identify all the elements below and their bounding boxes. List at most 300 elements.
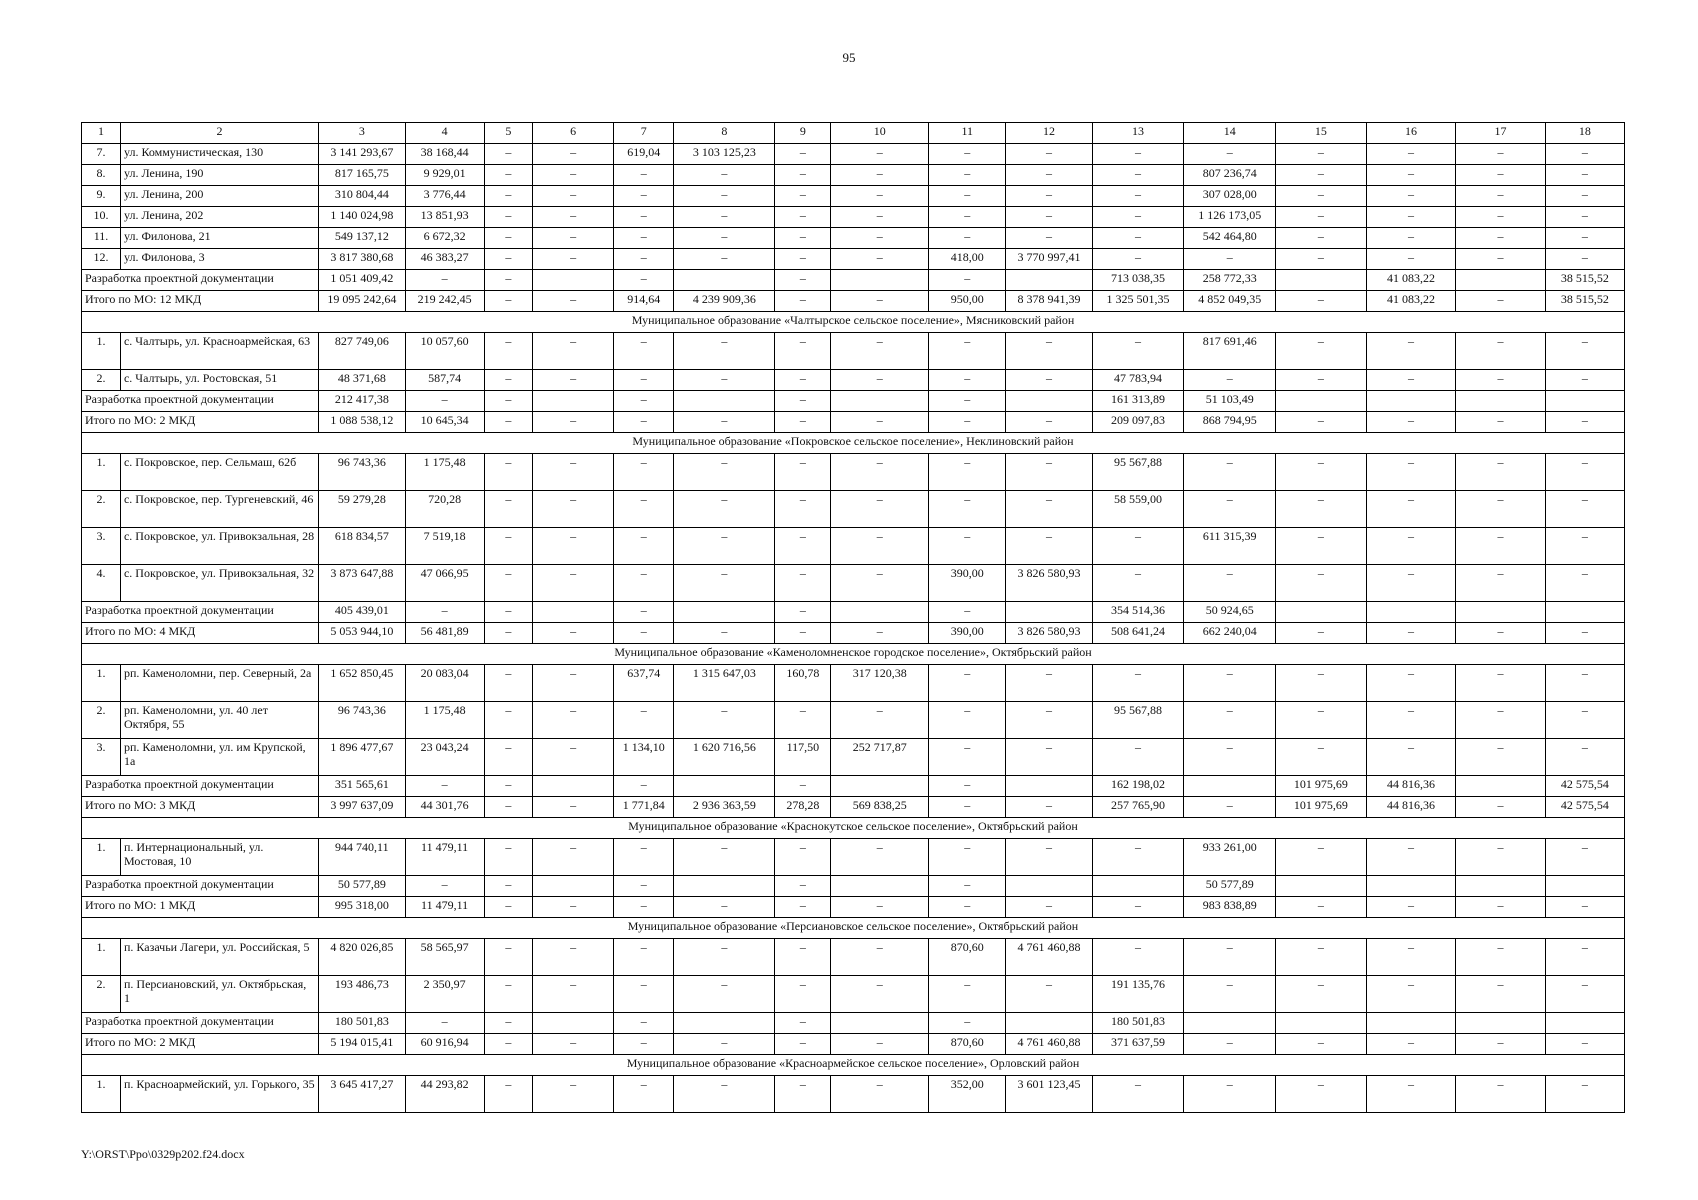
table-cell: –	[775, 391, 831, 412]
table-row	[82, 333, 1625, 370]
table-cell: –	[831, 454, 929, 491]
section-title: Муниципальное образование «Покровское сельское поселение», Неклиновский район	[82, 433, 1625, 454]
table-cell: –	[929, 144, 1006, 165]
table-cell: 38 168,44	[405, 144, 484, 165]
table-cell: –	[484, 665, 532, 702]
table-cell: –	[484, 391, 532, 412]
table-cell: –	[674, 491, 775, 528]
table-cell	[1456, 270, 1546, 291]
table-cell: 307 028,00	[1184, 186, 1276, 207]
address-cell: п. Казачьи Лагери, ул. Российская, 5	[120, 939, 318, 976]
table-cell: –	[1545, 528, 1624, 565]
table-cell: –	[1366, 1076, 1456, 1113]
table-cell: –	[533, 702, 614, 739]
table-cell: –	[484, 144, 532, 165]
column-header: 5	[484, 123, 532, 144]
table-cell	[831, 270, 929, 291]
table-cell: –	[1456, 976, 1546, 1013]
table-cell: –	[405, 1013, 484, 1034]
total-row	[82, 412, 1625, 433]
table-cell	[831, 1013, 929, 1034]
table-cell: –	[533, 565, 614, 602]
table-cell: –	[1184, 249, 1276, 270]
table-cell: 1 134,10	[614, 739, 674, 776]
table-cell	[1006, 1013, 1092, 1034]
table-cell: 3 770 997,41	[1006, 249, 1092, 270]
table-cell: –	[929, 165, 1006, 186]
table-cell: –	[775, 165, 831, 186]
table-cell: –	[1276, 412, 1367, 433]
table-cell: –	[1366, 939, 1456, 976]
table-cell: 827 749,06	[319, 333, 405, 370]
table-cell: –	[1184, 454, 1276, 491]
table-cell: –	[831, 1076, 929, 1113]
table-row	[82, 1076, 1625, 1113]
table-cell: 390,00	[929, 623, 1006, 644]
section-title: Муниципальное образование «Красноармейское сельское поселение», Орловский район	[82, 1055, 1625, 1076]
table-cell: 817 691,46	[1184, 333, 1276, 370]
table-cell: –	[775, 565, 831, 602]
row-label: Итого по МО: 2 МКД	[82, 1034, 319, 1055]
table-cell: –	[1092, 333, 1184, 370]
total-row	[82, 876, 1625, 897]
section-title: Муниципальное образование «Каменоломненское городское поселение», Октябрьский район	[82, 644, 1625, 665]
section-row	[82, 433, 1625, 454]
table-cell: –	[775, 528, 831, 565]
table-cell: –	[775, 207, 831, 228]
table-cell: –	[674, 186, 775, 207]
table-cell: –	[1184, 491, 1276, 528]
table-cell: –	[929, 491, 1006, 528]
table-cell: 219 242,45	[405, 291, 484, 312]
table-cell: 1 175,48	[405, 454, 484, 491]
table-cell: –	[484, 528, 532, 565]
table-cell: –	[533, 228, 614, 249]
table-cell: –	[674, 370, 775, 391]
table-cell: –	[929, 207, 1006, 228]
table-cell: –	[1276, 370, 1367, 391]
table-cell: –	[1456, 249, 1546, 270]
table-cell: 390,00	[929, 565, 1006, 602]
table-cell: –	[929, 186, 1006, 207]
table-cell: –	[775, 602, 831, 623]
table-cell: –	[533, 333, 614, 370]
table-cell: –	[1092, 165, 1184, 186]
table-cell: 817 165,75	[319, 165, 405, 186]
table-cell: –	[1006, 228, 1092, 249]
table-cell: –	[674, 897, 775, 918]
table-cell	[831, 602, 929, 623]
address-cell: рп. Каменоломни, пер. Северный, 2а	[120, 665, 318, 702]
table-cell: –	[484, 186, 532, 207]
table-cell: 8 378 941,39	[1006, 291, 1092, 312]
row-number: 9.	[82, 186, 121, 207]
table-cell	[831, 776, 929, 797]
table-cell: –	[484, 602, 532, 623]
table-cell: –	[775, 144, 831, 165]
table-cell: –	[831, 291, 929, 312]
table-cell: –	[831, 897, 929, 918]
table-row	[82, 249, 1625, 270]
table-cell: –	[1545, 939, 1624, 976]
table-cell: –	[614, 602, 674, 623]
table-cell: –	[775, 491, 831, 528]
table-cell: –	[484, 228, 532, 249]
table-cell: –	[614, 528, 674, 565]
table-cell: –	[1545, 623, 1624, 644]
table-cell: –	[831, 528, 929, 565]
table-cell: 1 771,84	[614, 797, 674, 818]
table-cell	[1184, 776, 1276, 797]
table-cell: 160,78	[775, 665, 831, 702]
table-cell: –	[533, 797, 614, 818]
table-row	[82, 228, 1625, 249]
table-cell: –	[831, 976, 929, 1013]
table-cell: –	[1184, 702, 1276, 739]
table-cell: 1 652 850,45	[319, 665, 405, 702]
table-cell: –	[1545, 839, 1624, 876]
table-cell	[1456, 776, 1546, 797]
table-cell: 161 313,89	[1092, 391, 1184, 412]
table-cell: –	[775, 623, 831, 644]
table-cell: –	[929, 665, 1006, 702]
table-cell: –	[1545, 976, 1624, 1013]
row-label: Итого по МО: 4 МКД	[82, 623, 319, 644]
table-cell: –	[1184, 565, 1276, 602]
table-cell: 933 261,00	[1184, 839, 1276, 876]
row-label: Разработка проектной документации	[82, 1013, 319, 1034]
table-cell: –	[775, 897, 831, 918]
table-row	[82, 165, 1625, 186]
table-cell: 59 279,28	[319, 491, 405, 528]
table-cell: –	[484, 291, 532, 312]
table-cell	[1006, 876, 1092, 897]
column-header: 11	[929, 123, 1006, 144]
table-cell: –	[533, 144, 614, 165]
table-cell: 41 083,22	[1366, 270, 1456, 291]
table-cell	[1276, 876, 1367, 897]
column-header: 6	[533, 123, 614, 144]
table-cell: –	[1276, 207, 1367, 228]
table-cell: –	[1092, 1076, 1184, 1113]
table-cell: –	[533, 665, 614, 702]
table-cell: –	[1456, 797, 1546, 818]
table-cell: –	[533, 412, 614, 433]
section-row	[82, 818, 1625, 839]
table-cell: 618 834,57	[319, 528, 405, 565]
table-cell: –	[614, 876, 674, 897]
table-cell: 50 577,89	[1184, 876, 1276, 897]
row-number: 1.	[82, 839, 121, 876]
table-cell: –	[775, 270, 831, 291]
table-row	[82, 939, 1625, 976]
table-cell: –	[1456, 412, 1546, 433]
table-cell: 180 501,83	[319, 1013, 405, 1034]
table-cell: 38 515,52	[1545, 270, 1624, 291]
section-title: Муниципальное образование «Чалтырское сельское поселение», Мясниковский район	[82, 312, 1625, 333]
table-cell: 6 672,32	[405, 228, 484, 249]
table-cell: –	[831, 228, 929, 249]
table-cell: 212 417,38	[319, 391, 405, 412]
table-cell: 96 743,36	[319, 454, 405, 491]
table-cell: –	[1456, 1076, 1546, 1113]
table-cell: –	[484, 1076, 532, 1113]
table-cell: –	[484, 454, 532, 491]
table-row	[82, 665, 1625, 702]
table-cell: 50 577,89	[319, 876, 405, 897]
table-cell: –	[484, 776, 532, 797]
table-cell: –	[775, 333, 831, 370]
table-cell: 13 851,93	[405, 207, 484, 228]
table-cell: 19 095 242,64	[319, 291, 405, 312]
table-cell	[1006, 391, 1092, 412]
table-cell: –	[614, 370, 674, 391]
column-header: 13	[1092, 123, 1184, 144]
budget-table	[81, 122, 1625, 1113]
table-cell: –	[775, 1034, 831, 1055]
table-cell: 44 816,36	[1366, 797, 1456, 818]
table-cell: –	[1456, 528, 1546, 565]
table-cell: –	[674, 565, 775, 602]
table-cell: –	[1456, 665, 1546, 702]
table-cell: –	[1006, 454, 1092, 491]
table-cell: –	[1006, 839, 1092, 876]
table-cell: –	[831, 370, 929, 391]
table-cell: –	[1184, 144, 1276, 165]
table-cell: –	[831, 333, 929, 370]
total-row	[82, 897, 1625, 918]
table-row	[82, 454, 1625, 491]
table-cell: –	[1545, 665, 1624, 702]
table-cell: –	[831, 207, 929, 228]
table-cell: –	[1276, 565, 1367, 602]
table-cell: 117,50	[775, 739, 831, 776]
table-cell: –	[1366, 976, 1456, 1013]
table-cell: –	[831, 491, 929, 528]
table-cell: –	[1276, 839, 1367, 876]
table-cell: –	[484, 165, 532, 186]
table-cell: –	[1276, 165, 1367, 186]
row-label: Итого по МО: 2 МКД	[82, 412, 319, 433]
table-cell: 1 175,48	[405, 702, 484, 739]
table-cell: –	[775, 839, 831, 876]
header-row	[82, 123, 1625, 144]
table-cell: –	[1184, 370, 1276, 391]
table-cell: –	[929, 391, 1006, 412]
row-label: Разработка проектной документации	[82, 602, 319, 623]
table-cell: –	[1545, 370, 1624, 391]
table-cell: 4 761 460,88	[1006, 1034, 1092, 1055]
column-header: 1	[82, 123, 121, 144]
section-title: Муниципальное образование «Персиановское сельское поселение», Октябрьский район	[82, 918, 1625, 939]
table-cell: –	[929, 797, 1006, 818]
table-cell	[533, 602, 614, 623]
row-number: 2.	[82, 702, 121, 739]
table-cell: 44 301,76	[405, 797, 484, 818]
row-label: Разработка проектной документации	[82, 391, 319, 412]
table-cell: –	[614, 454, 674, 491]
table-cell: 10 645,34	[405, 412, 484, 433]
section-row	[82, 918, 1625, 939]
table-cell: 418,00	[929, 249, 1006, 270]
table-cell: –	[1006, 739, 1092, 776]
table-cell: –	[1456, 839, 1546, 876]
table-cell: –	[929, 370, 1006, 391]
address-cell: ул. Филонова, 3	[120, 249, 318, 270]
address-cell: с. Покровское, ул. Привокзальная, 32	[120, 565, 318, 602]
table-cell: 11 479,11	[405, 897, 484, 918]
table-cell: 983 838,89	[1184, 897, 1276, 918]
table-cell: –	[1006, 491, 1092, 528]
table-cell: –	[614, 165, 674, 186]
table-cell: –	[484, 876, 532, 897]
table-cell: –	[1092, 528, 1184, 565]
table-cell: –	[533, 739, 614, 776]
table-cell: –	[1006, 528, 1092, 565]
table-cell: –	[1545, 491, 1624, 528]
total-row	[82, 602, 1625, 623]
table-cell	[1006, 776, 1092, 797]
table-cell: –	[405, 876, 484, 897]
table-cell: –	[533, 165, 614, 186]
table-cell: –	[405, 602, 484, 623]
table-cell: –	[775, 412, 831, 433]
table-cell: –	[1456, 228, 1546, 249]
table-cell: –	[1092, 665, 1184, 702]
address-cell: с. Чалтырь, ул. Красноармейская, 63	[120, 333, 318, 370]
table-cell	[533, 391, 614, 412]
table-cell: 95 567,88	[1092, 454, 1184, 491]
table-cell	[1366, 391, 1456, 412]
total-row	[82, 391, 1625, 412]
page-number: 95	[842, 50, 856, 65]
table-cell: –	[1276, 1034, 1367, 1055]
table-cell	[533, 776, 614, 797]
table-cell: 713 038,35	[1092, 270, 1184, 291]
table-cell: –	[1006, 797, 1092, 818]
table-cell: 23 043,24	[405, 739, 484, 776]
table-row	[82, 739, 1625, 776]
table-cell: –	[674, 939, 775, 976]
table-cell: –	[1456, 454, 1546, 491]
table-cell: 1 315 647,03	[674, 665, 775, 702]
address-cell: с. Чалтырь, ул. Ростовская, 51	[120, 370, 318, 391]
table-cell: –	[1456, 333, 1546, 370]
table-cell: –	[674, 702, 775, 739]
table-cell: –	[1006, 976, 1092, 1013]
table-cell: –	[484, 270, 532, 291]
row-label: Разработка проектной документации	[82, 270, 319, 291]
table-cell: 56 481,89	[405, 623, 484, 644]
table-cell: –	[1545, 207, 1624, 228]
table-row	[82, 370, 1625, 391]
table-cell	[674, 1013, 775, 1034]
table-cell: 3 601 123,45	[1006, 1076, 1092, 1113]
table-cell: –	[484, 623, 532, 644]
table-cell: –	[929, 876, 1006, 897]
table-cell: 611 315,39	[1184, 528, 1276, 565]
table-cell: –	[1456, 897, 1546, 918]
table-cell: 371 637,59	[1092, 1034, 1184, 1055]
row-number: 3.	[82, 528, 121, 565]
table-cell: 2 350,97	[405, 976, 484, 1013]
table-cell: –	[1276, 528, 1367, 565]
table-cell: 101 975,69	[1276, 797, 1367, 818]
table-cell: –	[1545, 186, 1624, 207]
table-cell: –	[484, 412, 532, 433]
table-cell: –	[1092, 249, 1184, 270]
table-cell: –	[929, 776, 1006, 797]
total-row	[82, 776, 1625, 797]
table-cell	[1545, 602, 1624, 623]
table-cell: 47 066,95	[405, 565, 484, 602]
table-cell: –	[484, 839, 532, 876]
table-cell: –	[1366, 454, 1456, 491]
table-cell: 44 816,36	[1366, 776, 1456, 797]
table-cell: –	[1545, 739, 1624, 776]
table-cell: –	[484, 1034, 532, 1055]
table-cell: –	[1366, 370, 1456, 391]
table-cell: –	[1366, 165, 1456, 186]
table-cell	[1366, 1013, 1456, 1034]
table-cell: –	[775, 228, 831, 249]
table-cell: –	[1456, 565, 1546, 602]
table-cell: 278,28	[775, 797, 831, 818]
table-cell: 42 575,54	[1545, 797, 1624, 818]
table-cell: –	[1276, 976, 1367, 1013]
table-cell: 3 776,44	[405, 186, 484, 207]
table-cell: –	[1276, 702, 1367, 739]
table-cell: –	[1092, 207, 1184, 228]
table-cell: –	[1276, 291, 1367, 312]
table-cell: –	[929, 1013, 1006, 1034]
table-cell	[1006, 602, 1092, 623]
table-cell: –	[1184, 1034, 1276, 1055]
table-cell	[1545, 876, 1624, 897]
table-cell: –	[614, 270, 674, 291]
table-cell: 4 852 049,35	[1184, 291, 1276, 312]
table-cell: –	[1006, 665, 1092, 702]
column-header: 15	[1276, 123, 1367, 144]
table-cell: –	[1092, 739, 1184, 776]
address-cell: п. Интернациональный, ул. Мостовая, 10	[120, 839, 318, 876]
table-cell: 662 240,04	[1184, 623, 1276, 644]
row-label: Итого по МО: 3 МКД	[82, 797, 319, 818]
table-cell: 95 567,88	[1092, 702, 1184, 739]
table-cell: –	[1366, 144, 1456, 165]
row-label: Итого по МО: 1 МКД	[82, 897, 319, 918]
table-cell: –	[831, 565, 929, 602]
table-cell: –	[1366, 249, 1456, 270]
table-cell: –	[533, 454, 614, 491]
table-cell: –	[1366, 228, 1456, 249]
table-cell: –	[1184, 1076, 1276, 1113]
table-cell: 96 743,36	[319, 702, 405, 739]
table-cell: –	[614, 491, 674, 528]
table-cell: –	[1366, 528, 1456, 565]
column-header: 17	[1456, 123, 1546, 144]
table-cell: –	[831, 1034, 929, 1055]
table-cell: 1 325 501,35	[1092, 291, 1184, 312]
table-cell: –	[1092, 186, 1184, 207]
table-cell	[1276, 1013, 1367, 1034]
table-cell: –	[1276, 1076, 1367, 1113]
table-cell: –	[1545, 454, 1624, 491]
table-cell	[1184, 1013, 1276, 1034]
total-row	[82, 291, 1625, 312]
table-cell: 310 804,44	[319, 186, 405, 207]
table-cell: –	[674, 454, 775, 491]
